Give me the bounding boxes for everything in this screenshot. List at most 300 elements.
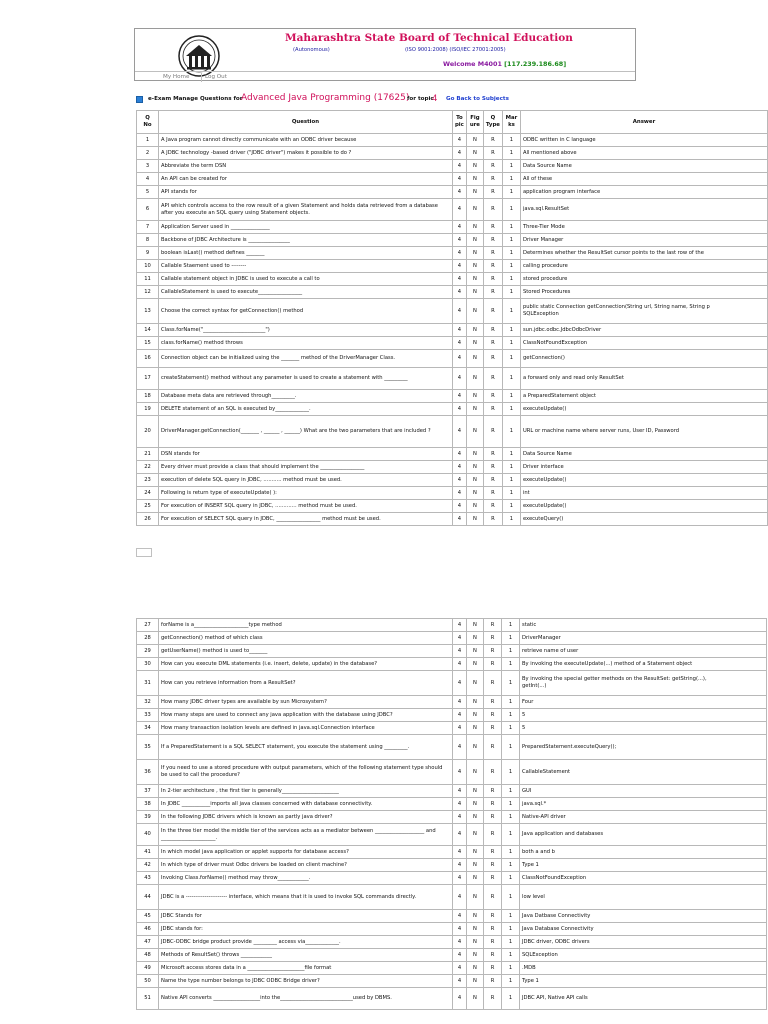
q-no-cell: 2 (137, 147, 159, 160)
marks-cell: 1 (502, 461, 520, 474)
table-row (137, 760, 767, 785)
q-type-cell: R (484, 671, 502, 696)
table-header-row (137, 111, 768, 134)
marks-cell: 1 (502, 474, 520, 487)
answer-line: getInt(...) (522, 683, 547, 689)
topic-cell: 4 (452, 299, 466, 324)
topic-cell: 4 (452, 221, 466, 234)
marks-cell: 1 (502, 709, 520, 722)
topic-cell: 4 (453, 923, 467, 936)
q-no-cell: 4 (137, 173, 159, 186)
q-no-cell: 23 (137, 474, 159, 487)
marks-cell: 1 (502, 923, 520, 936)
answer-cell: Data Source Name (520, 160, 767, 173)
q-type-cell: R (484, 798, 502, 811)
question-cell: In which type of driver must Odbc drivers be loaded on client machine? (159, 859, 453, 872)
q-type-cell: R (484, 619, 502, 632)
q-no-cell: 9 (137, 247, 159, 260)
table-row (137, 474, 768, 487)
answer-cell: Java Datbase Connectivity (520, 910, 767, 923)
marks-cell: 1 (502, 147, 520, 160)
marks-cell: 1 (502, 846, 520, 859)
table-row (137, 390, 768, 403)
table-row (137, 350, 768, 368)
figure-cell: N (467, 975, 484, 988)
col-topic-line1: To (456, 115, 463, 122)
q-type-cell: R (484, 722, 502, 735)
figure-cell: N (467, 872, 484, 885)
marks-cell: 1 (502, 390, 520, 403)
figure-cell: N (466, 199, 483, 221)
topic-cell: 4 (453, 722, 467, 735)
figure-cell: N (466, 416, 483, 448)
answer-cell: CallableStatement (520, 760, 767, 785)
figure-cell: N (466, 221, 483, 234)
q-no-cell: 21 (137, 448, 159, 461)
answer-cell: PreparedStatement.executeQuery(); (520, 735, 767, 760)
table-row (137, 221, 768, 234)
figure-cell: N (466, 461, 483, 474)
figure-cell: N (466, 448, 483, 461)
topic-cell: 4 (453, 785, 467, 798)
q-no-cell: 49 (137, 962, 159, 975)
q-no-cell: 15 (137, 337, 159, 350)
table-row (137, 487, 768, 500)
table-row (137, 785, 767, 798)
figure-cell: N (466, 487, 483, 500)
q-type-cell: R (483, 368, 502, 390)
subject-name: Advanced Java Programming (17625) (241, 93, 410, 103)
table-row (137, 416, 768, 448)
q-type-cell: R (484, 949, 502, 962)
topic-cell: 4 (453, 671, 467, 696)
table-row (137, 696, 767, 709)
table-row (137, 910, 767, 923)
topic-cell: 4 (453, 696, 467, 709)
topic-cell: 4 (452, 173, 466, 186)
question-cell: createStatement() method without any parameter is used to create a statement with _________ (158, 368, 452, 390)
table-row (137, 619, 767, 632)
answer-cell: retrieve name of user (520, 645, 767, 658)
topic-cell: 4 (452, 368, 466, 390)
marks-cell: 1 (502, 859, 520, 872)
table-row (137, 975, 767, 988)
table-row (137, 962, 767, 975)
q-type-cell: R (483, 337, 502, 350)
q-type-cell: R (483, 234, 502, 247)
figure-cell: N (466, 337, 483, 350)
question-cell: Callable Staement used to -------- (158, 260, 452, 273)
topic-cell: 4 (453, 949, 467, 962)
figure-cell: N (467, 619, 484, 632)
table-row (137, 798, 767, 811)
figure-cell: N (466, 260, 483, 273)
answer-cell: Java application and databases (520, 824, 767, 846)
question-cell: JDBC is a ---------------------- interface, which means that it is used to invoke SQL commands directly. (159, 885, 453, 910)
nav-divider (201, 73, 202, 82)
marks-cell: 1 (502, 722, 520, 735)
question-cell: Following is return type of executeUpdate( ): (158, 487, 452, 500)
q-type-cell: R (484, 962, 502, 975)
figure-cell: N (467, 735, 484, 760)
q-no-cell: 11 (137, 273, 159, 286)
marks-cell: 1 (502, 910, 520, 923)
marks-cell: 1 (502, 448, 520, 461)
table-row (137, 260, 768, 273)
answer-cell: Driver Manager (520, 234, 767, 247)
answer-cell: By invoking the executeUpdate(...) method of a Statement object (520, 658, 767, 671)
q-no-cell: 45 (137, 910, 159, 923)
answer-cell: GUI (520, 785, 767, 798)
answer-cell: 5 (520, 709, 767, 722)
q-type-cell: R (484, 923, 502, 936)
marks-cell: 1 (502, 988, 520, 1010)
page-title-prefix: e-Exam Manage Questions for (148, 96, 243, 102)
page-break-marker (136, 548, 152, 557)
q-type-cell: R (483, 448, 502, 461)
q-no-cell: 3 (137, 160, 159, 173)
q-no-cell: 25 (137, 500, 159, 513)
topic-cell: 4 (453, 975, 467, 988)
q-no-cell: 13 (137, 299, 159, 324)
figure-cell: N (466, 173, 483, 186)
question-cell: An API can be created for (158, 173, 452, 186)
figure-cell: N (467, 696, 484, 709)
table-row (137, 513, 768, 526)
answer-cell: ClassNotFoundException (520, 872, 767, 885)
figure-cell: N (467, 671, 484, 696)
q-type-cell: R (484, 811, 502, 824)
topic-cell: 4 (452, 273, 466, 286)
q-no-cell: 32 (137, 696, 159, 709)
table-row (137, 147, 768, 160)
topic-cell: 4 (452, 324, 466, 337)
figure-cell: N (467, 722, 484, 735)
q-type-cell: R (483, 199, 502, 221)
marks-cell: 1 (502, 671, 520, 696)
answer-cell: executeQuery() (520, 513, 767, 526)
topic-cell: 4 (453, 846, 467, 859)
q-type-cell: R (483, 299, 502, 324)
q-no-cell: 37 (137, 785, 159, 798)
marks-cell: 1 (502, 324, 520, 337)
topic-cell: 4 (453, 872, 467, 885)
table-row (137, 923, 767, 936)
figure-cell: N (467, 885, 484, 910)
topic-cell: 4 (452, 390, 466, 403)
col-answer: Answer (520, 111, 767, 134)
figure-cell: N (466, 247, 483, 260)
figure-cell: N (466, 403, 483, 416)
q-type-cell: R (483, 350, 502, 368)
question-cell: API stands for (158, 186, 452, 199)
q-type-cell: R (484, 975, 502, 988)
iso-label: (ISO 9001:2008) (ISO/IEC 27001:2005) (405, 47, 506, 53)
marks-cell: 1 (502, 785, 520, 798)
answer-cell: Three-Tier Mode (520, 221, 767, 234)
col-q-type-line1: Q (490, 115, 496, 122)
answer-cell: getConnection() (520, 350, 767, 368)
q-no-cell: 28 (137, 632, 159, 645)
table-row (137, 949, 767, 962)
marks-cell: 1 (502, 299, 520, 324)
q-type-cell: R (483, 286, 502, 299)
table-row (137, 988, 767, 1010)
q-no-cell: 26 (137, 513, 159, 526)
marks-cell: 1 (502, 234, 520, 247)
answer-cell: Driver interface (520, 461, 767, 474)
answer-cell: java.sql.ResultSet (520, 199, 767, 221)
figure-cell: N (467, 632, 484, 645)
figure-cell: N (466, 134, 483, 147)
q-no-cell: 41 (137, 846, 159, 859)
answer-cell: executeUpdate() (520, 474, 767, 487)
q-type-cell: R (483, 403, 502, 416)
q-no-cell: 50 (137, 975, 159, 988)
q-no-cell: 39 (137, 811, 159, 824)
marks-cell: 1 (502, 645, 520, 658)
table-row (137, 735, 767, 760)
nav-logout-link[interactable]: Log Out (205, 74, 227, 80)
answer-cell: ClassNotFoundException (520, 337, 767, 350)
q-no-cell: 29 (137, 645, 159, 658)
q-no-cell: 22 (137, 461, 159, 474)
topic-cell: 4 (452, 474, 466, 487)
marks-cell: 1 (502, 186, 520, 199)
site-header (134, 28, 636, 81)
figure-cell: N (466, 390, 483, 403)
table-row (137, 368, 768, 390)
question-cell: How many JDBC driver types are available by sun Microsystem? (159, 696, 453, 709)
topic-cell: 4 (453, 811, 467, 824)
question-cell: Every driver must provide a class that should implement the _________________ (158, 461, 452, 474)
figure-cell: N (467, 962, 484, 975)
question-cell: forName is a_____________________type method (159, 619, 453, 632)
q-no-cell: 40 (137, 824, 159, 846)
marks-cell: 1 (502, 949, 520, 962)
question-cell: How can you retrieve information from a ResultSet? (159, 671, 453, 696)
question-cell: How many steps are used to connect any java application with the database using JDBC? (159, 709, 453, 722)
col-q-no-line2: No (143, 122, 152, 128)
topic-cell: 4 (452, 199, 466, 221)
table-row (137, 134, 768, 147)
answer-line: By invoking the special getter methods on the ResultSet: getString(...), (522, 676, 707, 683)
table-row (137, 846, 767, 859)
topic-cell: 4 (452, 247, 466, 260)
q-no-cell: 27 (137, 619, 159, 632)
table-row (137, 286, 768, 299)
answer-cell: Java Database Connectivity (520, 923, 767, 936)
marks-cell: 1 (502, 337, 520, 350)
marks-cell: 1 (502, 975, 520, 988)
marks-cell: 1 (502, 260, 520, 273)
q-type-cell: R (484, 696, 502, 709)
table-row (137, 658, 767, 671)
question-cell: If a PreparedStatement is a SQL SELECT statement, you execute the statement using _________. (159, 735, 453, 760)
question-cell: Database meta data are retrieved through_________. (158, 390, 452, 403)
answer-cell: int (520, 487, 767, 500)
answer-cell: calling procedure (520, 260, 767, 273)
q-no-cell: 36 (137, 760, 159, 785)
table-row (137, 709, 767, 722)
marks-cell: 1 (502, 760, 520, 785)
table-row (137, 461, 768, 474)
figure-cell: N (467, 658, 484, 671)
q-no-cell: 8 (137, 234, 159, 247)
q-no-cell: 46 (137, 923, 159, 936)
answer-cell: Stored Procedures (520, 286, 767, 299)
q-no-cell: 34 (137, 722, 159, 735)
q-type-cell: R (484, 872, 502, 885)
topic-cell: 4 (453, 735, 467, 760)
q-type-cell: R (483, 416, 502, 448)
topic-cell: 4 (452, 500, 466, 513)
answer-cell: SQLException (520, 949, 767, 962)
marks-cell: 1 (502, 500, 520, 513)
q-no-cell: 24 (137, 487, 159, 500)
topic-cell: 4 (452, 160, 466, 173)
q-no-cell: 19 (137, 403, 159, 416)
question-cell: In 2-tier architecture , the first tier is generally______________________ (159, 785, 453, 798)
col-q-no-line1: Q (145, 115, 150, 122)
topic-cell: 4 (452, 134, 466, 147)
question-cell: getUserName() method is used to_______ (159, 645, 453, 658)
answer-cell: All of these (520, 173, 767, 186)
marks-cell: 1 (502, 696, 520, 709)
q-type-cell: R (484, 632, 502, 645)
nav-home-link[interactable]: My Home (163, 74, 190, 80)
q-no-cell: 33 (137, 709, 159, 722)
welcome-ip: [117.239.186.68] (504, 60, 567, 68)
questions-table (136, 110, 768, 526)
question-cell: Backbone of JDBC Architecture is ________________ (158, 234, 452, 247)
table-row (137, 160, 768, 173)
figure-cell: N (467, 645, 484, 658)
figure-cell: N (466, 324, 483, 337)
topic-cell: 4 (452, 448, 466, 461)
figure-cell: N (466, 186, 483, 199)
question-cell: For execution of INSERT SQL query in JDBC, ............. method must be used. (158, 500, 452, 513)
topic-cell: 4 (453, 910, 467, 923)
table-row (137, 936, 767, 949)
q-type-cell: R (484, 645, 502, 658)
table-row (137, 811, 767, 824)
answer-line: SQLException (522, 311, 559, 317)
topic-cell: 4 (452, 513, 466, 526)
figure-cell: N (467, 923, 484, 936)
answer-line: public static Connection getConnection(String url, String name, String p (522, 304, 710, 311)
figure-cell: N (466, 147, 483, 160)
question-cell: Callable statement object in JDBC is used to execute a call to (158, 273, 452, 286)
figure-cell: N (466, 350, 483, 368)
answer-cell: stored procedure (520, 273, 767, 286)
question-cell: How many transaction isolation levels are defined in java.sql.Connection interface (159, 722, 453, 735)
q-type-cell: R (483, 390, 502, 403)
question-cell: execution of delete SQL query in JDBC, ........... method must be used. (158, 474, 452, 487)
q-no-cell: 12 (137, 286, 159, 299)
q-type-cell: R (484, 910, 502, 923)
answer-cell: sun.jdbc.odbc.JdbcOdbcDriver (520, 324, 767, 337)
table-row (137, 872, 767, 885)
marks-cell: 1 (502, 350, 520, 368)
col-figure (466, 111, 483, 134)
question-cell: JDBC Stands for (159, 910, 453, 923)
question-cell: CallableStatement is used to execute_________________ (158, 286, 452, 299)
figure-cell: N (467, 824, 484, 846)
topic-cell: 4 (452, 461, 466, 474)
answer-cell: a forward only and read only ResultSet (520, 368, 767, 390)
q-type-cell: R (484, 658, 502, 671)
answer-cell: both a and b (520, 846, 767, 859)
question-cell: In the following JDBC drivers which is known as partly java driver? (159, 811, 453, 824)
q-no-cell: 31 (137, 671, 159, 696)
answer-cell: URL or machine name where server runs, User ID, Password (520, 416, 767, 448)
figure-cell: N (466, 368, 483, 390)
topic-cell: 4 (453, 632, 467, 645)
table-row (137, 186, 768, 199)
topic-cell: 4 (453, 988, 467, 1010)
q-no-cell: 43 (137, 872, 159, 885)
q-type-cell: R (483, 247, 502, 260)
answer-cell: static (520, 619, 767, 632)
q-type-cell: R (484, 846, 502, 859)
marks-cell: 1 (502, 632, 520, 645)
answer-cell: Native-API driver (520, 811, 767, 824)
q-type-cell: R (484, 709, 502, 722)
question-cell: API which controls access to the row result of a given Statement and holds data retrieved from a database after you execute an SQL query using Statement objects. (158, 199, 452, 221)
figure-cell: N (467, 988, 484, 1010)
q-no-cell: 35 (137, 735, 159, 760)
figure-cell: N (466, 513, 483, 526)
table-row (137, 885, 767, 910)
figure-cell: N (467, 846, 484, 859)
topic-cell: 4 (453, 619, 467, 632)
question-cell: DriverManager.getConnection(_______ , ______ , ______) What are the two parameters that are included ? (158, 416, 452, 448)
nav-bar (135, 71, 635, 83)
topic-cell: 4 (453, 709, 467, 722)
q-no-cell: 30 (137, 658, 159, 671)
figure-cell: N (466, 286, 483, 299)
q-no-cell: 48 (137, 949, 159, 962)
question-cell: JDBC stands for: (159, 923, 453, 936)
answer-cell: DriverManager (520, 632, 767, 645)
question-cell: Name the type number belongs to JDBC ODBC Bridge driver? (159, 975, 453, 988)
autonomous-label: (Autonomous) (293, 47, 330, 53)
q-type-cell: R (483, 500, 502, 513)
q-no-cell: 7 (137, 221, 159, 234)
back-to-subjects-link[interactable]: Go Back to Subjects (446, 96, 509, 102)
marks-cell: 1 (502, 936, 520, 949)
q-type-cell: R (484, 760, 502, 785)
q-type-cell: R (483, 487, 502, 500)
answer-cell: executeUpdate() (520, 403, 767, 416)
q-type-cell: R (483, 147, 502, 160)
table-row (137, 671, 767, 696)
expand-icon[interactable] (136, 96, 143, 103)
figure-cell: N (466, 474, 483, 487)
table-row (137, 722, 767, 735)
question-cell: Methods of ResultSet() throws ____________ (159, 949, 453, 962)
table-row (137, 645, 767, 658)
marks-cell: 1 (502, 513, 520, 526)
questions-table-continued (136, 618, 767, 1010)
q-no-cell: 6 (137, 199, 159, 221)
question-cell: boolean isLast() method defines _______ (158, 247, 452, 260)
topic-cell: 4 (453, 859, 467, 872)
marks-cell: 1 (502, 872, 520, 885)
col-topic-line2: pic (454, 122, 464, 128)
figure-cell: N (467, 859, 484, 872)
